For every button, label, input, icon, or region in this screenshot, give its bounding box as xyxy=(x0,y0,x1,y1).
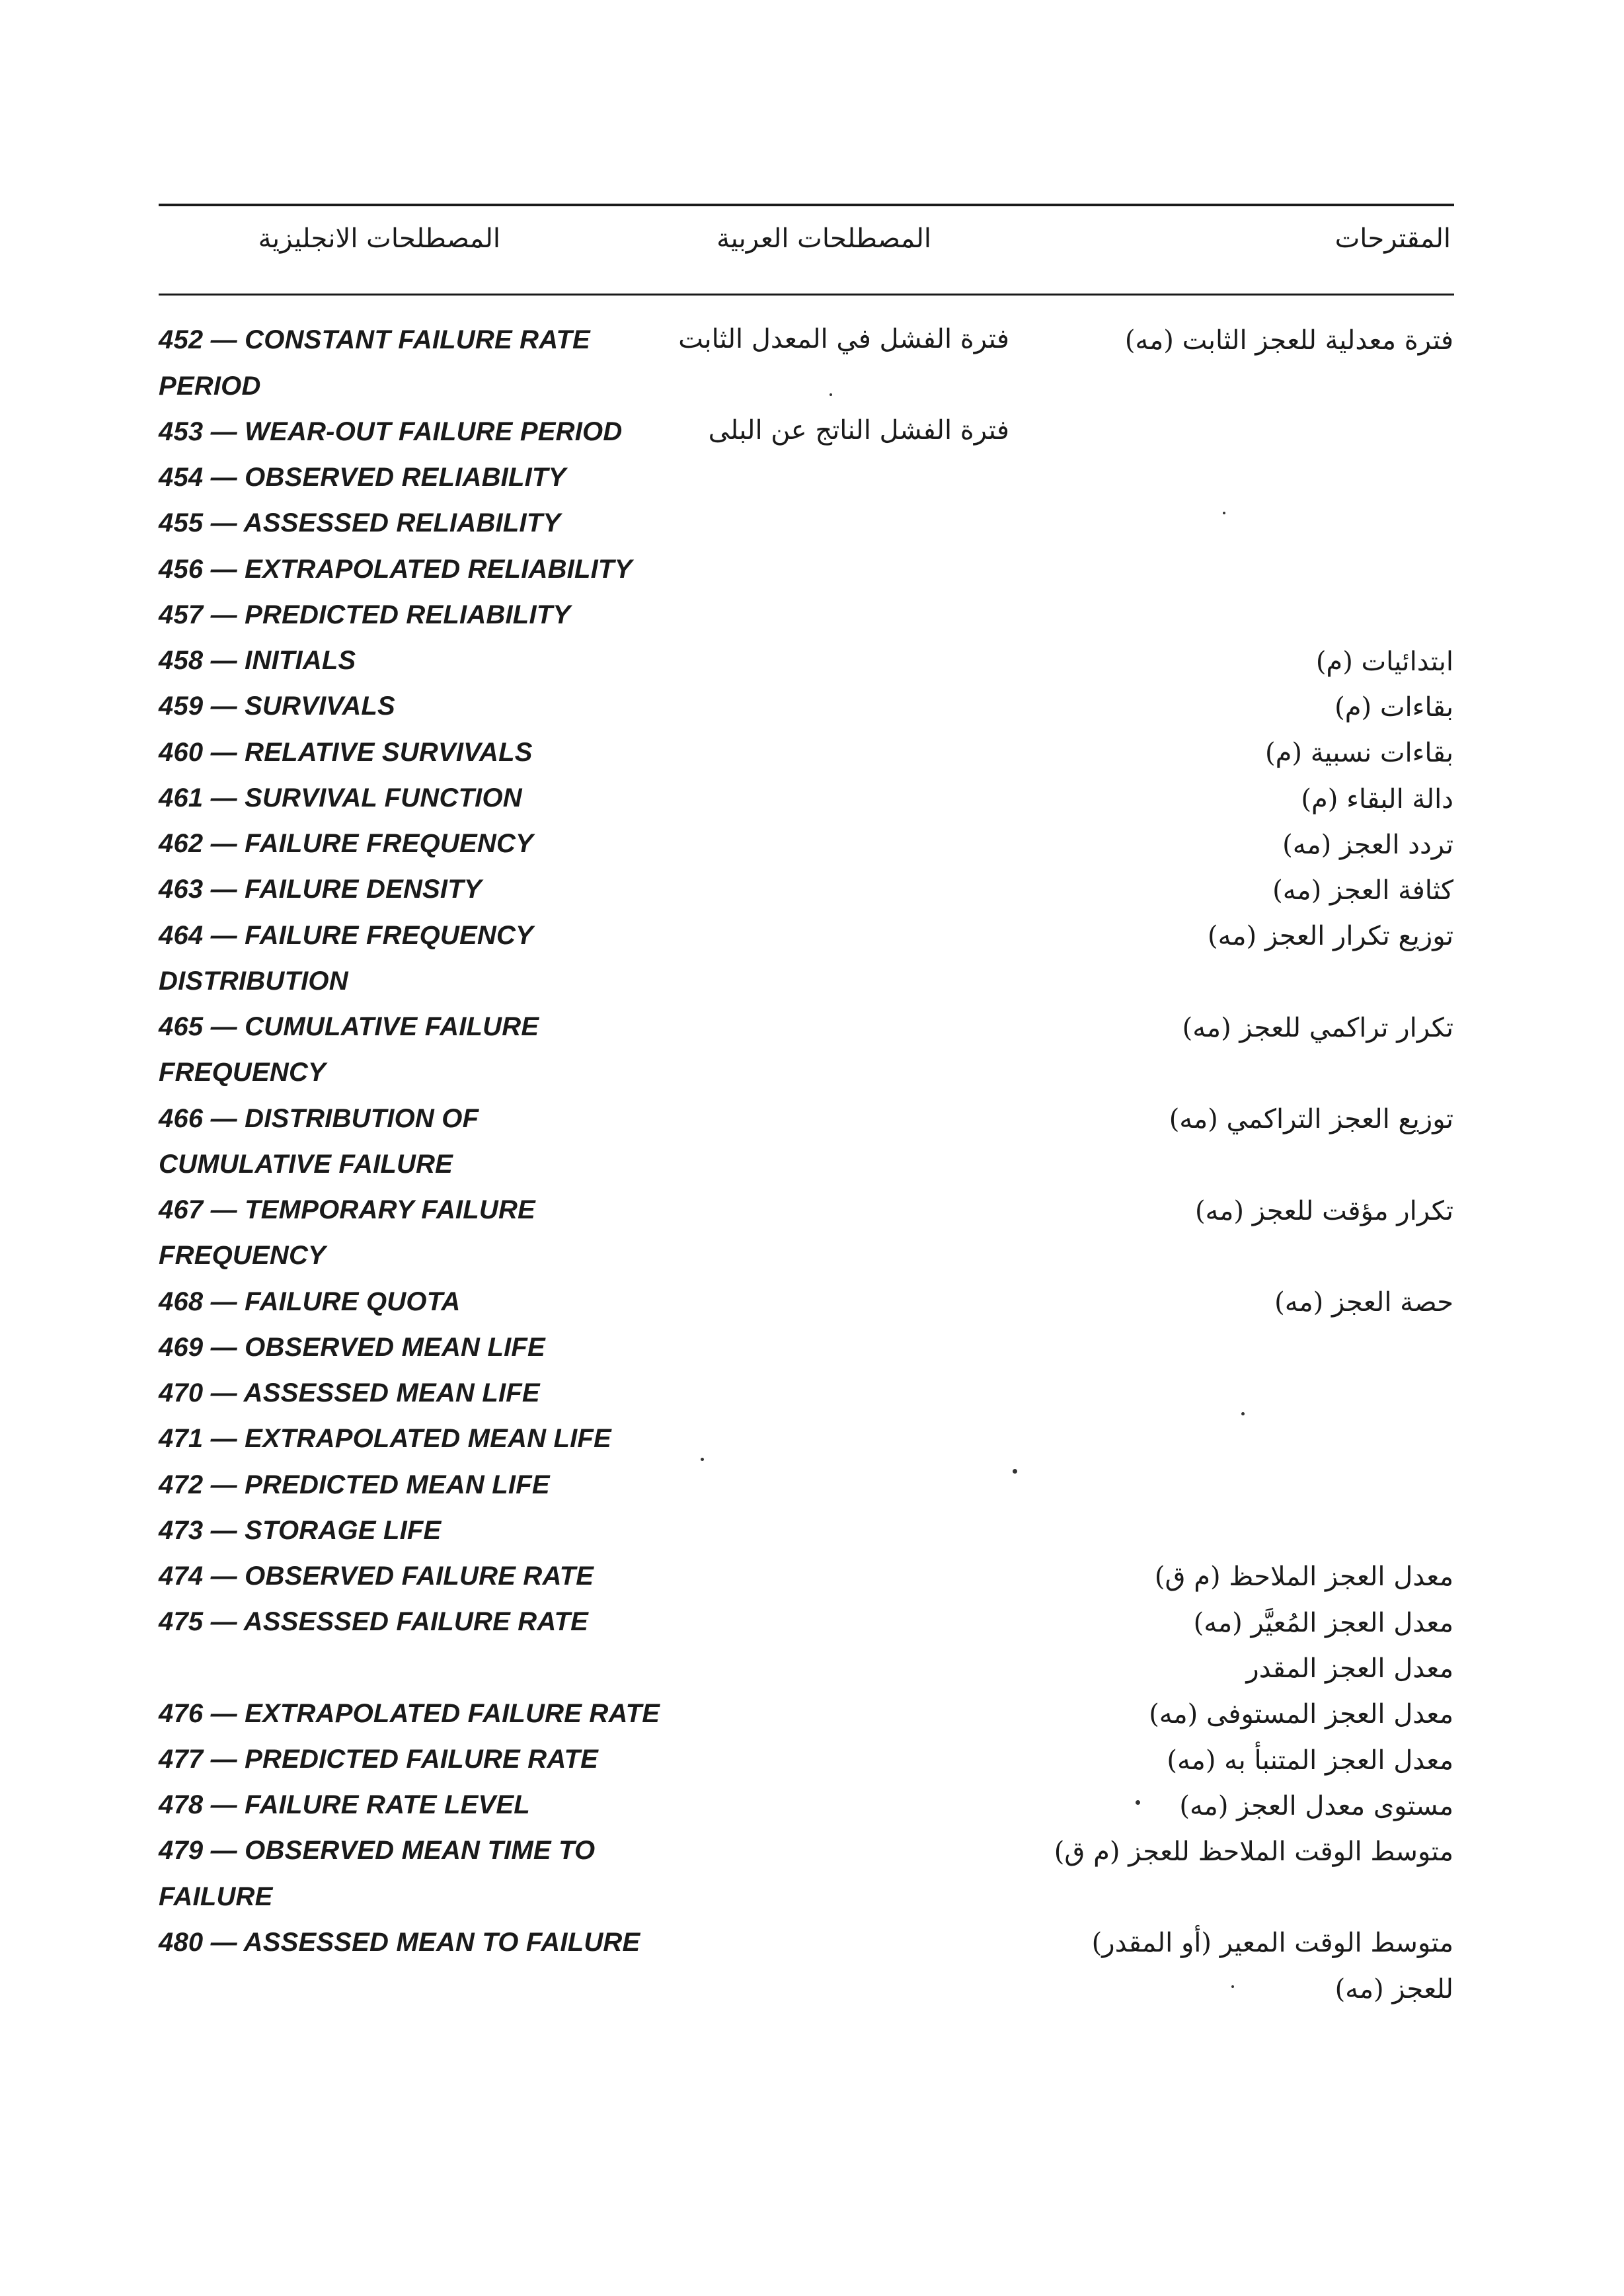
english-term: 474 — OBSERVED FAILURE RATE xyxy=(159,1562,594,1591)
scan-speck xyxy=(830,393,832,396)
suggestion: دالة البقاء (م) xyxy=(1301,784,1453,814)
suggestion: معدل العجز المُعيَّر (مه) xyxy=(1193,1608,1453,1638)
english-term: 469 — OBSERVED MEAN LIFE xyxy=(159,1333,545,1362)
english-term: 466 — DISTRIBUTION OF xyxy=(159,1104,479,1133)
english-term: 475 — ASSESSED FAILURE RATE xyxy=(159,1607,588,1636)
english-term: 462 — FAILURE FREQUENCY xyxy=(159,829,533,858)
english-term: 480 — ASSESSED MEAN TO FAILURE xyxy=(159,1928,640,1957)
english-term: 453 — WEAR-OUT FAILURE PERIOD xyxy=(159,417,623,446)
suggestion: متوسط الوقت الملاحظ للعجز (م ق) xyxy=(1054,1837,1453,1867)
suggestion: حصة العجز (مه) xyxy=(1274,1287,1453,1318)
suggestion: مستوى معدل العجز (مه) xyxy=(1179,1791,1453,1821)
english-term: 452 — CONSTANT FAILURE RATE xyxy=(159,325,590,354)
scan-speck xyxy=(1136,1800,1140,1805)
suggestion: كثافة العجز (مه) xyxy=(1272,875,1453,906)
english-term: 456 — EXTRAPOLATED RELIABILITY xyxy=(159,555,633,584)
header-rule-top xyxy=(159,204,1454,206)
header-suggestions: المقترحات xyxy=(1334,223,1451,254)
suggestion: توزيع العجز التراكمي (مه) xyxy=(1169,1104,1453,1134)
english-term: 457 — PREDICTED RELIABILITY xyxy=(159,600,571,629)
english-term: 468 — FAILURE QUOTA xyxy=(159,1287,461,1316)
scan-speck xyxy=(1231,1985,1234,1988)
suggestion: تكرار مؤقت للعجز (مه) xyxy=(1194,1196,1453,1226)
english-term: 459 — SURVIVALS xyxy=(159,692,395,721)
header-arabic-terms: المصطلحات العربية xyxy=(716,223,931,254)
suggestion: بقاءات (م) xyxy=(1334,692,1453,723)
english-term: 458 — INITIALS xyxy=(159,646,356,675)
english-term: 467 — TEMPORARY FAILURE xyxy=(159,1195,535,1224)
header-rule-bottom xyxy=(159,294,1454,296)
scan-speck xyxy=(1241,1412,1245,1415)
suggestion: معدل العجز الملاحظ (م ق) xyxy=(1154,1562,1453,1592)
suggestion: معدل العجز المستوفى (مه) xyxy=(1149,1699,1453,1729)
english-term: 461 — SURVIVAL FUNCTION xyxy=(159,783,522,812)
suggestion: تكرار تراكمي للعجز (مه) xyxy=(1182,1013,1453,1043)
english-term: 478 — FAILURE RATE LEVEL xyxy=(159,1790,530,1819)
english-term: 464 — FAILURE FREQUENCY xyxy=(159,921,533,950)
english-term: 470 — ASSESSED MEAN LIFE xyxy=(159,1378,540,1407)
english-term: 455 — ASSESSED RELIABILITY xyxy=(159,508,561,537)
suggestion: معدل العجز المقدر xyxy=(1246,1653,1453,1684)
suggestion: معدل العجز المتنبأ به (مه) xyxy=(1167,1745,1453,1776)
english-term: 479 — OBSERVED MEAN TIME TO xyxy=(159,1836,596,1865)
english-term: PERIOD xyxy=(159,372,261,401)
suggestion: ابتدائيات (م) xyxy=(1315,647,1453,677)
arabic-term: فترة الفشل في المعدل الثابت xyxy=(678,324,1009,354)
scan-speck xyxy=(1013,1469,1017,1474)
english-term: FREQUENCY xyxy=(159,1058,326,1087)
english-term: 465 — CUMULATIVE FAILURE xyxy=(159,1012,539,1041)
english-term: CUMULATIVE FAILURE xyxy=(159,1150,453,1179)
english-term: 463 — FAILURE DENSITY xyxy=(159,875,482,904)
english-term: 477 — PREDICTED FAILURE RATE xyxy=(159,1745,598,1774)
arabic-term: فترة الفشل الناتج عن البلى xyxy=(708,415,1009,446)
scan-speck xyxy=(1223,512,1225,514)
suggestion: بقاءات نسبية (م) xyxy=(1265,738,1453,768)
english-term: DISTRIBUTION xyxy=(159,967,348,996)
header-english-terms: المصطلحات الانجليزية xyxy=(258,223,500,254)
english-term: FAILURE xyxy=(159,1882,273,1911)
scan-speck xyxy=(701,1458,704,1461)
suggestion: متوسط الوقت المعير (أو المقدر) xyxy=(1091,1928,1453,1958)
english-term: 471 — EXTRAPOLATED MEAN LIFE xyxy=(159,1424,611,1453)
suggestion: توزيع تكرار العجز (مه) xyxy=(1208,921,1453,951)
english-term: 473 — STORAGE LIFE xyxy=(159,1516,442,1545)
suggestion: تردد العجز (مه) xyxy=(1282,830,1453,860)
english-term: 454 — OBSERVED RELIABILITY xyxy=(159,463,566,492)
english-term: 476 — EXTRAPOLATED FAILURE RATE xyxy=(159,1699,660,1728)
english-term: FREQUENCY xyxy=(159,1241,326,1270)
suggestion: فترة معدلية للعجز الثابت (مه) xyxy=(1124,325,1453,356)
english-term: 460 — RELATIVE SURVIVALS xyxy=(159,738,533,767)
english-term: 472 — PREDICTED MEAN LIFE xyxy=(159,1470,550,1499)
suggestion: للعجز (مه) xyxy=(1334,1974,1453,2004)
